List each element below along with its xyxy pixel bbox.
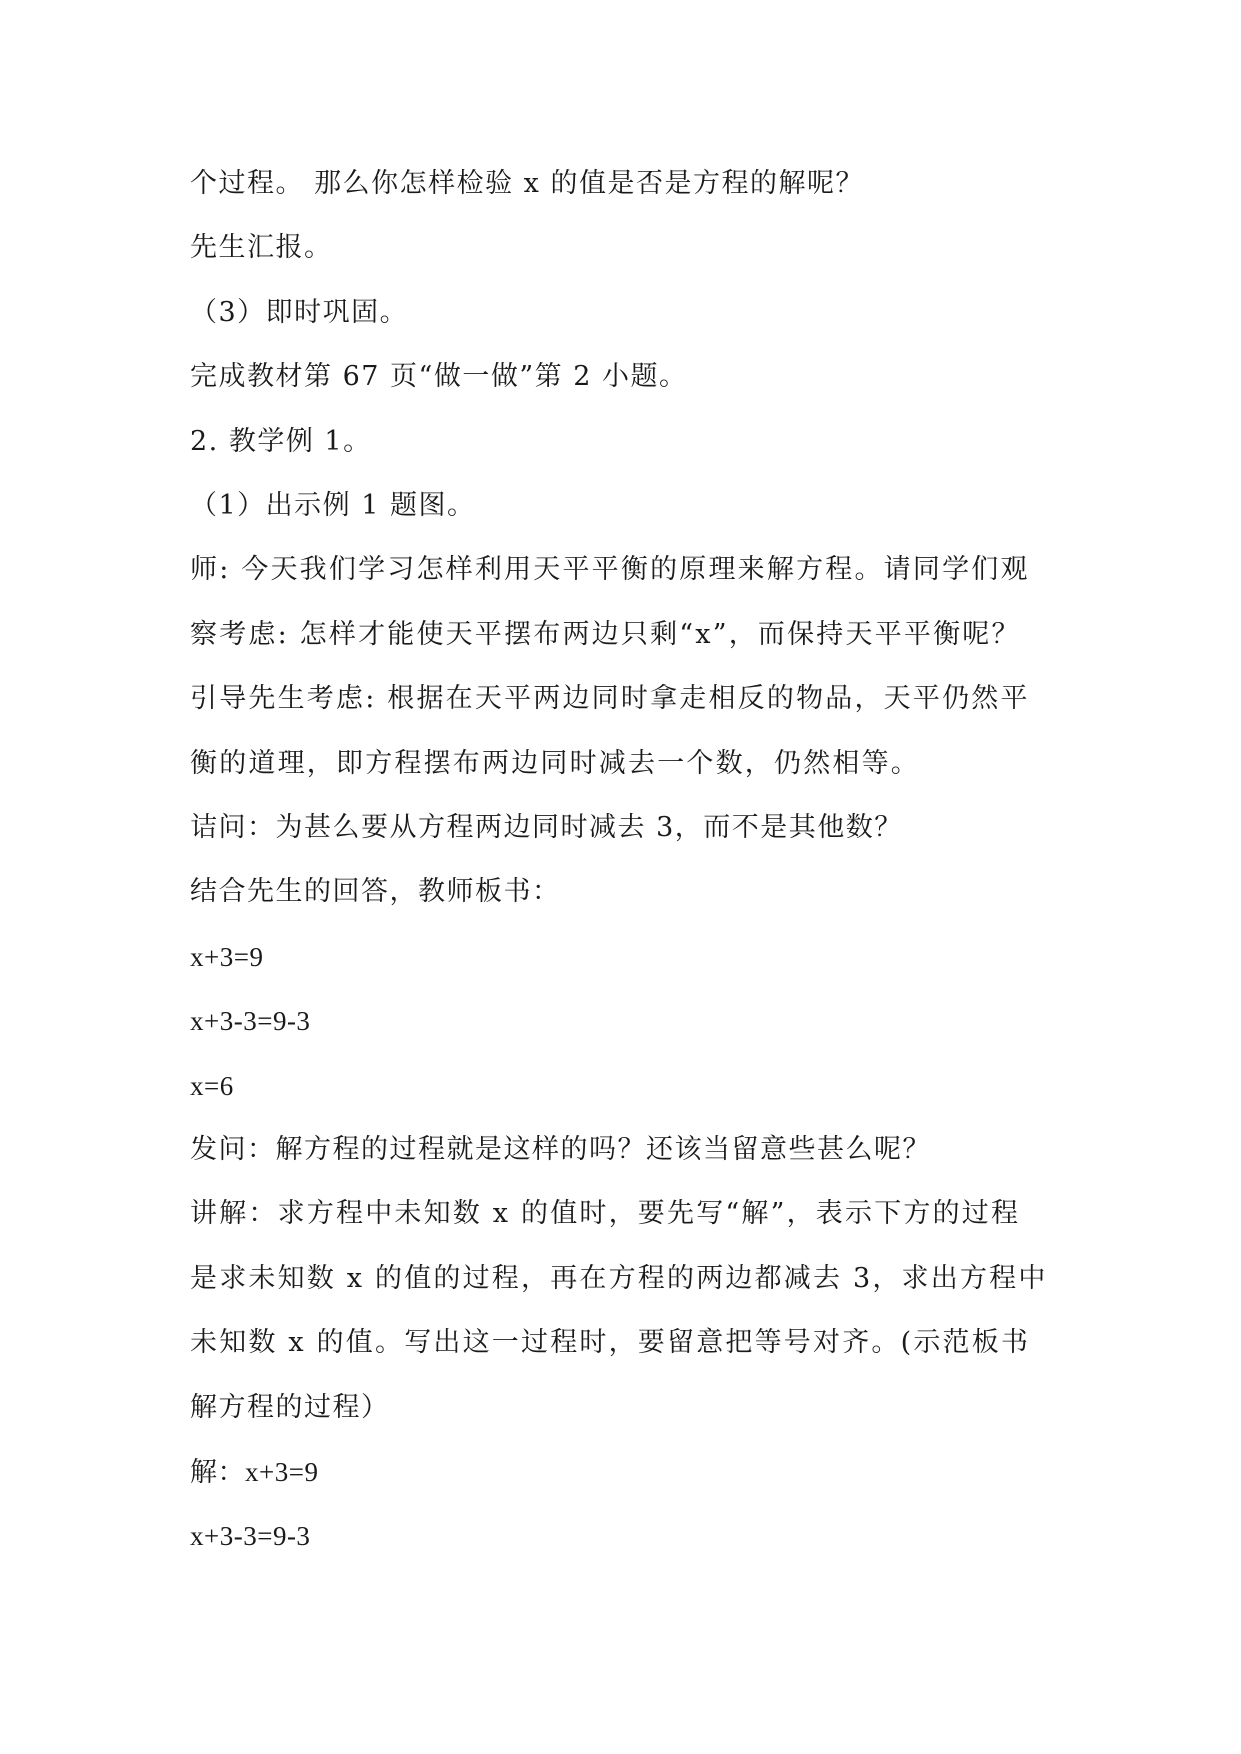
equation-line: x=6 [190,1071,234,1101]
text-line: 衡的道理，即方程摆布两边同时减去一个数，仍然相等。 [190,748,920,779]
text-line: 师: 今天我们学习怎样利用天平平衡的原理来解方程。请同学们观 [190,554,1030,585]
equation-line: 解：x+3=9 [190,1457,319,1487]
text-line: 完成教材第 67 页“做一做”第 2 小题。 [190,361,688,392]
text-line: 讲解：求方程中未知数 x 的值时，要先写“解”，表示下方的过程 [190,1198,1021,1229]
text-line: 解方程的过程） [190,1392,390,1423]
equation-line: x+3-3=9-3 [190,1521,311,1551]
text-line: 是求未知数 x 的值的过程，再在方程的两边都减去 3，求出方程中 [190,1263,1048,1294]
equation-line: x+3=9 [190,942,264,972]
text-line: 诘问：为甚么要从方程两边同时减去 3，而不是其他数？ [190,812,903,843]
text-line: 先生汇报。 [190,232,333,263]
text-line: 未知数 x 的值。写出这一过程时，要留意把等号对齐。(示范板书 [190,1327,1031,1358]
text-line: 2. 教学例 1。 [190,426,372,457]
text-line: 引导先生考虑: 根据在天平两边同时拿走相反的物品，天平仍然平 [190,683,1030,714]
text-line: （3）即时巩固。 [190,297,409,328]
text-line: 个过程。 那么你怎样检验 x 的值是否是方程的解呢？ [190,168,864,199]
text-line: （1）出示例 1 题图。 [190,490,476,521]
text-line: 发问：解方程的过程就是这样的吗？还该当留意些甚么呢？ [190,1134,931,1165]
equation-line: x+3-3=9-3 [190,1006,311,1036]
text-line: 察考虑: 怎样才能使天平摆布两边只剩“x”，而保持天平平衡呢？ [190,619,1021,650]
text-line: 结合先生的回答，教师板书： [190,876,561,907]
